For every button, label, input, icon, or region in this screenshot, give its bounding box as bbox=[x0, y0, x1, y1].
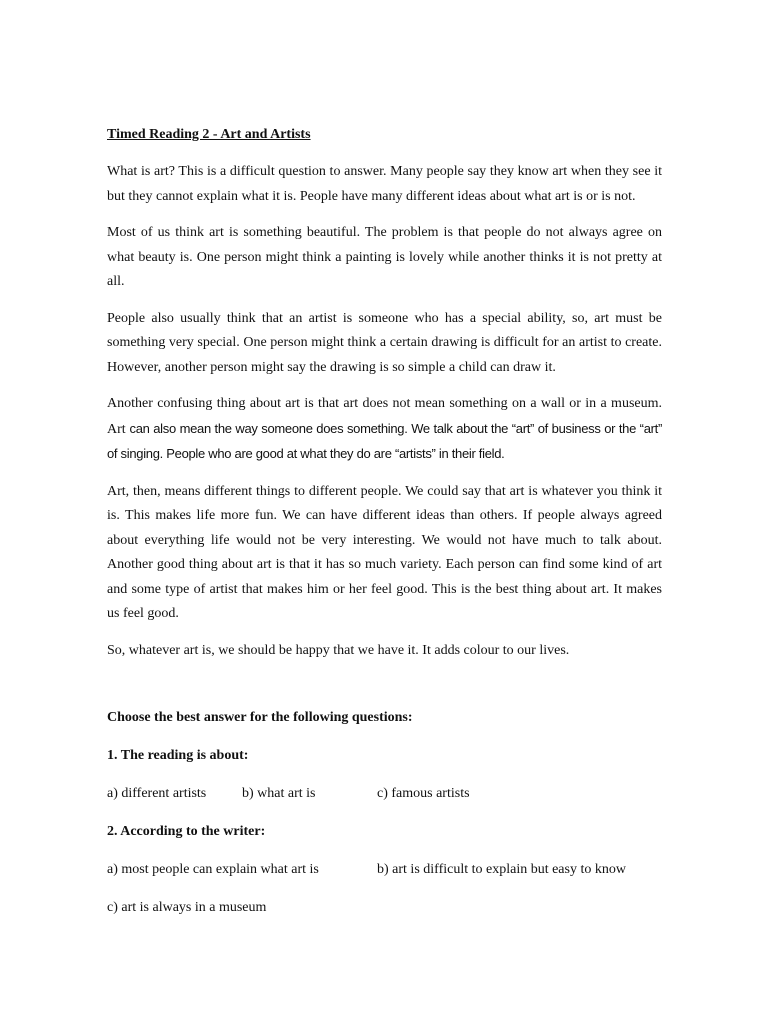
question-2-options-row-1 bbox=[107, 861, 662, 879]
questions-section bbox=[107, 709, 662, 917]
paragraph-4-rest: can also mean the way someone does something. We talk about the “art” of business or the “art” of singing. People who are good at what they do are “artists” in their field. bbox=[107, 420, 662, 461]
document-title: Timed Reading 2 - Art and Artists bbox=[107, 127, 311, 142]
paragraph-4 bbox=[107, 392, 662, 468]
paragraph-3: People also usually think that an artist is someone who has a special ability, so, art must be something very special. One person might think a certain drawing is difficult for an artist to create. However, another person might say the drawing is so simple a child can draw it. bbox=[107, 310, 662, 375]
questions-instructions: Choose the best answer for the following questions: bbox=[107, 710, 413, 725]
paragraph-2: Most of us think art is something beautiful. The problem is that people do not always agree on what beauty is. One person might think a painting is lovely while another thinks it is not pretty at all. bbox=[107, 225, 662, 289]
question-2-option-a: a) most people can explain what art is bbox=[107, 862, 319, 877]
paragraph-1: What is art? This is a difficult question to answer. Many people say they know art when they see it but they cannot explain what it is. People have many different ideas about what art is or is not. bbox=[107, 164, 662, 204]
question-2-option-b: b) art is difficult to explain but easy to know bbox=[377, 862, 626, 877]
question-2-options-row-2 bbox=[107, 899, 662, 917]
question-2-prompt: 2. According to the writer: bbox=[107, 824, 266, 839]
document-page bbox=[107, 126, 662, 937]
question-1-prompt: 1. The reading is about: bbox=[107, 748, 249, 763]
question-1-option-b: b) what art is bbox=[242, 786, 316, 801]
question-1-options bbox=[107, 785, 662, 803]
question-1-option-c: c) famous artists bbox=[377, 786, 470, 801]
question-2-option-c: c) art is always in a museum bbox=[107, 900, 267, 915]
question-1-option-a: a) different artists bbox=[107, 786, 207, 801]
paragraph-4-line-1: Another confusing thing about art is that art does not mean something on a wall or in a museum. Art bbox=[107, 396, 662, 437]
paragraph-6: So, whatever art is, we should be happy that we have it. It adds colour to our lives. bbox=[107, 642, 570, 658]
paragraph-5: Art, then, means different things to different people. We could say that art is whatever you think it is. This makes life more fun. We can have different ideas than others. If people always agreed about everything life would not be very interesting. We would not have much to talk about. Another good thing about art is that it has so much variety. Each person can find some kind of art and some type of artist that makes him or her feel good. This is the best thing about art. It makes us feel good. bbox=[107, 483, 662, 621]
